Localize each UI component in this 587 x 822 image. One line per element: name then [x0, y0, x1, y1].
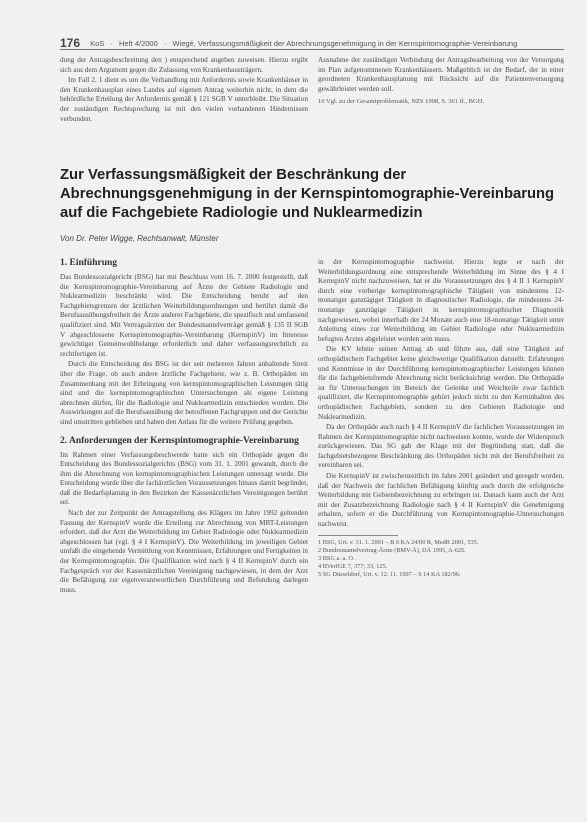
page-number: 176 [60, 36, 81, 50]
footnote-rule [318, 535, 398, 536]
footnote: 4 BVerfGE 7, 377; 33, 125. [318, 563, 388, 571]
paragraph: Im Fall 2. 1 dient es um die Verhandlung mit Anfordernis sowie Krankenhäuser in den Krankenhausplan eines Landes auf eigenen Antrag weiterhin nicht, in dem die behördliche Erteilung der Anfordernis gemäß § 121 SGB V unterbleibt. Die Situation der zuständigen Rechtsprechung ist mit den vielen vorhandenen Hindernissen verbunden. [60, 76, 308, 123]
header-separator: · [163, 39, 167, 48]
paragraph: Nach der zur Zeitpunkt der Antragstellung des Klägers im Jahre 1992 geltenden Fassung der KernspinV wurde die Erteilung zur Abrechnung von MRT-Leistungen erfordert, daß der Arzt die Weiterbildung im Gebiet Radiologie oder Nuklearmedizin abgeschlossen hat (vgl. § 4 I KernspinV). Die Weiterbildung im jeweiligen Gebiet umfaßt die eingehende Vermittlung von Kenntnissen, Erfahrungen und Fertigkeiten in der Kernspintomographie. Die Qualifikation wird nach § 4 II KernspinV durch ein Fachgespräch vor der Kassenärztlichen Vereinigung nachgewiesen, in dem der Arzt die Befähigung zur eigenverantwortlichen Durchführung und Befundung darlegen muss. [60, 509, 308, 594]
paragraph: Die KV lehnte seinen Antrag ab und führte aus, daß eine Tätigkeit auf orthopädischem Fachgebiet keine gleichwertige Qualifikation darstellt. Erfahrungen und Kenntnisse in der Durchführung kernspintomographischer Leistungen können für die fachgebietsfremde Abrechnung nicht berücksichtigt werden. Die Orthopädie ist für Untersuchungen im Bereich der Gelenke und Weichteile zwar fachlich qualifiziert, die Kernspintomographie gehört jedoch nicht zu den Kerninhalten des orthopädischen Fachgebiets, sondern zu den Gebieten Radiologie und Nuklearmedizin. [318, 345, 564, 421]
journal-name: KoS [90, 39, 105, 48]
main-right-column [318, 258, 564, 802]
footnote: 2 Bundesmantelvertrag-Ärzte (BMV-Ä), DÄ 1995, A-625. [318, 546, 466, 554]
paragraph: Da der Orthopäde auch nach § 4 II KernspinV die fachlichen Voraussetzungen im Rahmen der Kernspintomographie nicht nachweisen konnte, wurde der Widerspruch zurückgewiesen. Das SG gab der Klage mit der Begründung statt, daß die fachgebietsbezogene Beschränkung des Orthopäden nicht mit der Berufsfreiheit zu vereinbaren sei. [318, 423, 564, 470]
footnote: 1 BSG, Urt. v. 31. 1. 2001 – B 6 KA 24/00 R, MedR 2001, 535. [318, 538, 479, 546]
running-header [60, 36, 564, 50]
article-title: Zur Verfassungsmäßigkeit der Beschränkung der Abrechnungsgenehmigung in der Kernspintomographie-Vereinbarung auf die Fachgebiete Radiologie und Nuklearmedizin [60, 167, 555, 221]
running-title: Wiegé, Verfassungsmäßigkeit der Abrechnungsgenehmigung in der Kernspintomographie-Vereinbarung [172, 39, 518, 48]
paragraph: in der Kernspintomographie nachweist. Hierzu legte er nach der Weiterbildungsordnung eine entsprechende Weiterbildung im Sinne des § 4 I KernspinV nicht nachzuweisen, hat er die Voraussetzungen des § 4 II 1 KernspinV durch eine vorherige kernspintomographische Tätigkeit von mindestens 12-monatiger ganztägiger Tätigkeit in diagnostischer Radiologie, die mindestens 24-monatige ganztägige Tätigkeit in kernspintomographischer Diagnostik nachgewiesen, wobei innerhalb der 24 Monate auch eine 18-monatige Tätigkeit unter Anleitung eines zur Weiterbildung im Gebiet Radiologie oder Nuklearmedizin befugten Arztes abgeleistet worden sein muss. [318, 258, 564, 343]
paragraph: Durch die Entscheidung des BSG ist der seit mehreren Jahren anhaltende Streit über die Frage, ob auch andere ärztliche Fachgebiete, wie z. B. Orthopäden im Zusammenhang mit der Erbringung von kernspintomographischen Leistungen tätig sind und die kernspintomographischen Untersuchungen als eigene Leistung abrechnen dürfen, für die Radiologie und Nuklearmedizin entschieden worden. Die Auswirkungen auf die Berufsausübung der betroffenen Fachgruppen und der Gerichte sind umstritten geblieben und haben den Anlass für die weitere Prüfung gegeben. [60, 360, 308, 426]
header-rule [60, 49, 564, 50]
article-author: Von Dr. Peter Wigge, Rechtsanwalt, Münster [60, 234, 219, 243]
main-left-column [60, 258, 308, 804]
footnotes [318, 539, 564, 580]
paragraph: Das Bundessozialgericht (BSG) hat mit Beschluss vom 16. 7. 2000 festgestellt, daß die Kernspintomographie-Vereinbarung auf Ärzte der Gebiete Radiologie und Nuklearmedizin beschränkt wird. Die Entscheidung beruht auf den Fachgebietsgrenzen der ärztlichen Weiterbildungsordnungen und berührt damit die Berufsausübungsfreiheit der Ärzte anderer Fachgebiete, die spezifisch und umfassend qualifiziert sind. Mit Vertragsärzten der Bundesmantelverträge gemäß § 135 II SGB V abgeschlossene Kernspintomographie-Vereinbarung (KernspinV) im Interesse gewichtiger Gemeinwohlbelange erforderlich und daher verfassungsrechtlich zu rechtfertigen ist. [60, 273, 308, 358]
section-heading: 2. Anforderungen der Kernspintomographie-Vereinbarung [60, 435, 299, 446]
section-heading: 1. Einführung [60, 258, 118, 268]
footnote: 5 SG Düsseldorf, Urt. v. 12. 11. 1997 – S 14 KA 182/96. [318, 571, 461, 579]
paragraph: dung der Antragsbeschreitung den ) entsprechend angeben zuweisen. Hierzu ergibt sich aus dem Argument gegen die Zulassung von Krankenhausträgern. [60, 56, 308, 74]
top-right-column [318, 56, 564, 156]
paragraph: Die KernspinV ist zwischenzeitlich im Jahre 2001 geändert und geregelt worden, daß der Nachweis der fachlichen Befähigung künftig auch durch die erfolgreiche Weiterbildung mit Gebietsbezeichnung zu erbringen ist. Danach kann auch der Arzt mit der Zusatzbezeichnung Radiologie nach § 4 II KernspinV die Genehmigung erhalten, sofern er die Durchführung von Kernspintomographie-Untersuchungen nachweist. [318, 472, 564, 529]
journal-issue: Heft 4/2000 [119, 39, 158, 48]
footnote: 10 Vgl. zu der Gesamtproblematik, NZS 1998, S. 361 ff., BGH. [318, 98, 485, 106]
header-separator: · [110, 39, 113, 48]
top-left-column [60, 56, 308, 156]
footnote: 3 BSG a. a. O. [318, 555, 355, 563]
paragraph: Ausnahme der zuständigen Verbindung der Antragsbearbeitung von der Versorgung im Plan aufgenommenen Krankenhäusern. Maßgeblich ist der Bedarf, der in einer geordneten Krankenhausplanung mit Rücksicht auf die Patientenversorgung gewährleistet werden soll. [318, 56, 564, 93]
paragraph: Im Rahmen einer Verfassungsbeschwerde hatte sich ein Orthopäde gegen die Entscheidung des Bundessozialgerichts (BSG) vom 31. 1. 2001 gewandt, durch die ihm die Abrechnung von kernspintomographischen Leistungen untersagt wurde. Die Entscheidung wurde über die fachärztlichen Voraussetzungen hinaus damit begründet, daß die Bedarfsplanung in den Bezirken der Kassenärztlichen Vereinigungen berührt sei. [60, 450, 308, 507]
